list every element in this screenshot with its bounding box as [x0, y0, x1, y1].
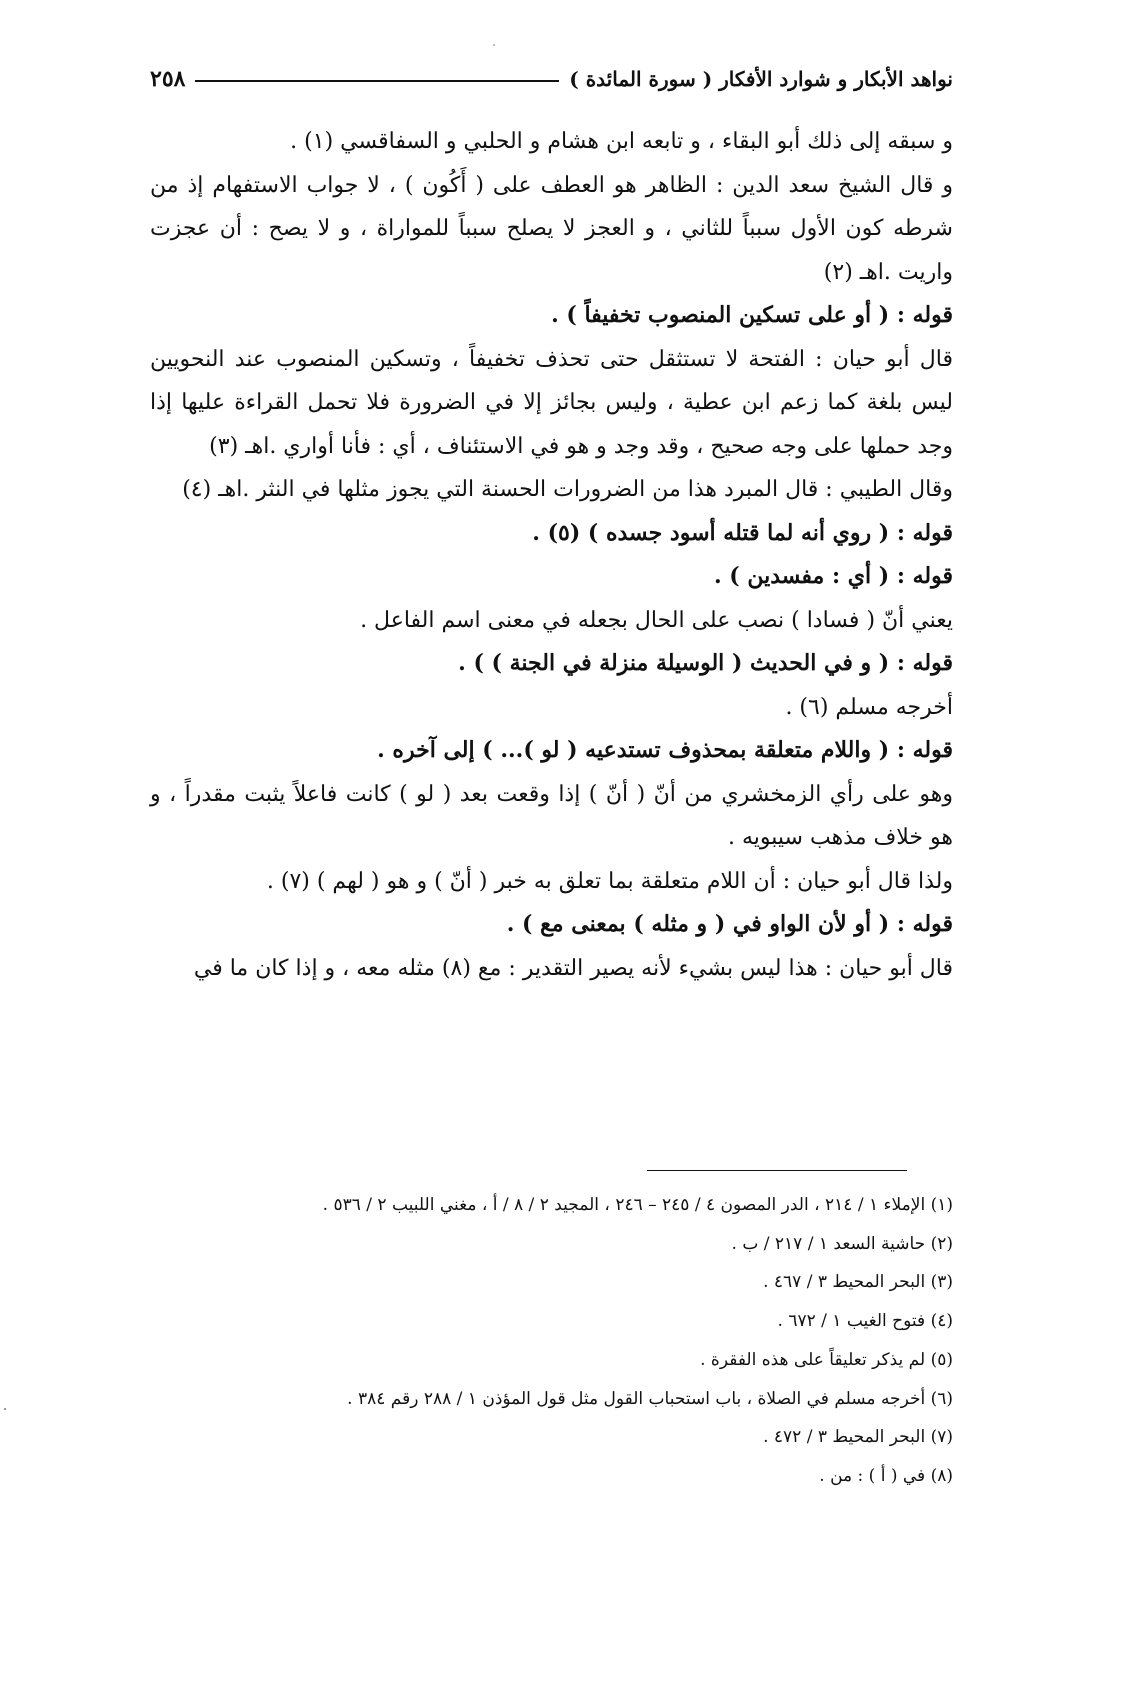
footnote: (٨) في ( أ ) : من .: [819, 1465, 953, 1486]
footnote: (٦) أخرجه مسلم في الصلاة ، باب استحباب القول مثل قول المؤذن ١ / ٢٨٨ رقم ٣٨٤ .: [347, 1388, 953, 1409]
paragraph: أخرجه مسلم (٦) .: [785, 694, 953, 720]
running-header: [150, 62, 953, 96]
page-number: ٢٥٨: [150, 66, 186, 92]
footnote: (٢) حاشية السعد ١ / ٢١٧ / ب .: [731, 1233, 953, 1254]
quote-heading: قوله : ( أو على تسكين المنصوب تخفيفاً ) .: [551, 302, 953, 328]
footnote: (٣) البحر المحيط ٣ / ٤٦٧ .: [763, 1272, 953, 1293]
paragraph: قال أبو حيان : هذا ليس بشيء لأنه يصير التقدير : مع (٨) مثله معه ، و إذا كان ما في: [193, 955, 953, 981]
paragraph: يعني أنّ ( فسادا ) نصب على الحال بجعله في معنى اسم الفاعل .: [360, 607, 953, 633]
footnotes: [150, 1186, 953, 1496]
header-rule: [195, 80, 559, 82]
paragraph: قال أبو حيان : الفتحة لا تستثقل حتى تحذف تخفيفاً ، وتسكين المنصوب عند النحويين ليس بلغة كما زعم ابن عطية ، وليس بجائز إلا في الضرورة فلا تحمل القراءة عليها إذا وجد حملها على وجه صحيح ، وقد وجد و هو في الاستئناف ، أي : فأنا أواري .اهـ (٣): [150, 346, 953, 459]
paragraph: وقال الطيبي : قال المبرد هذا من الضرورات الحسنة التي يجوز مثلها في النثر .اهـ (٤): [182, 477, 953, 502]
footnote-separator: [647, 1170, 907, 1171]
scan-speck: [493, 44, 495, 46]
footnote: (١) الإملاء ١ / ٢١٤ ، الدر المصون ٤ / ٢٤٥ – ٢٤٦ ، المجيد ٢ / ٨ / أ ، مغني اللبيب ٢ / ٥٣٦ .: [322, 1195, 953, 1215]
quote-heading: قوله : ( أي : مفسدين ) .: [713, 563, 953, 589]
main-text: [150, 120, 953, 990]
footnote: (٤) فتوح الغيب ١ / ٦٧٢ .: [777, 1311, 953, 1332]
quote-heading: قوله : ( واللام متعلقة بمحذوف تستدعيه ( لو )... ) إلى آخره .: [377, 737, 953, 763]
paragraph: و سبقه إلى ذلك أبو البقاء ، و تابعه ابن هشام و الحلبي و السفاقسي (١) .: [290, 129, 953, 154]
quote-heading: قوله : ( روي أنه لما قتله أسود جسده ) (٥) .: [532, 519, 953, 546]
header-title: نواهد الأبكار و شوارد الأفكار ( سورة المائدة ): [569, 67, 953, 91]
paragraph: وهو على رأي الزمخشري من أنّ ( أنّ ) إذا وقعت بعد ( لو ) كانت فاعلاً يثبت مقدراً ، و هو خلاف مذهب سيبويه .: [150, 781, 953, 850]
paragraph: ولذا قال أبو حيان : أن اللام متعلقة بما تعلق به خبر ( أنّ ) و هو ( لهم ) (٧) .: [266, 868, 953, 894]
footnote: (٥) لم يذكر تعليقاً على هذه الفقرة .: [700, 1349, 953, 1370]
footnote: (٧) البحر المحيط ٣ / ٤٧٢ .: [763, 1427, 953, 1448]
quote-heading: قوله : ( أو لأن الواو في ( و مثله ) بمعنى مع ) .: [506, 911, 953, 937]
quote-heading: قوله : ( و في الحديث ( الوسيلة منزلة في الجنة ) ) .: [458, 650, 953, 676]
scan-speck: [4, 1408, 6, 1410]
paragraph: و قال الشيخ سعد الدين : الظاهر هو العطف على ( أَكُون ) ، لا جواب الاستفهام إذ من شرطه كون الأول سبباً للثاني ، و العجز لا يصلح سبباً للمواراة ، و لا يصح : أن عجزت واريت .اهـ (٢): [150, 172, 953, 285]
